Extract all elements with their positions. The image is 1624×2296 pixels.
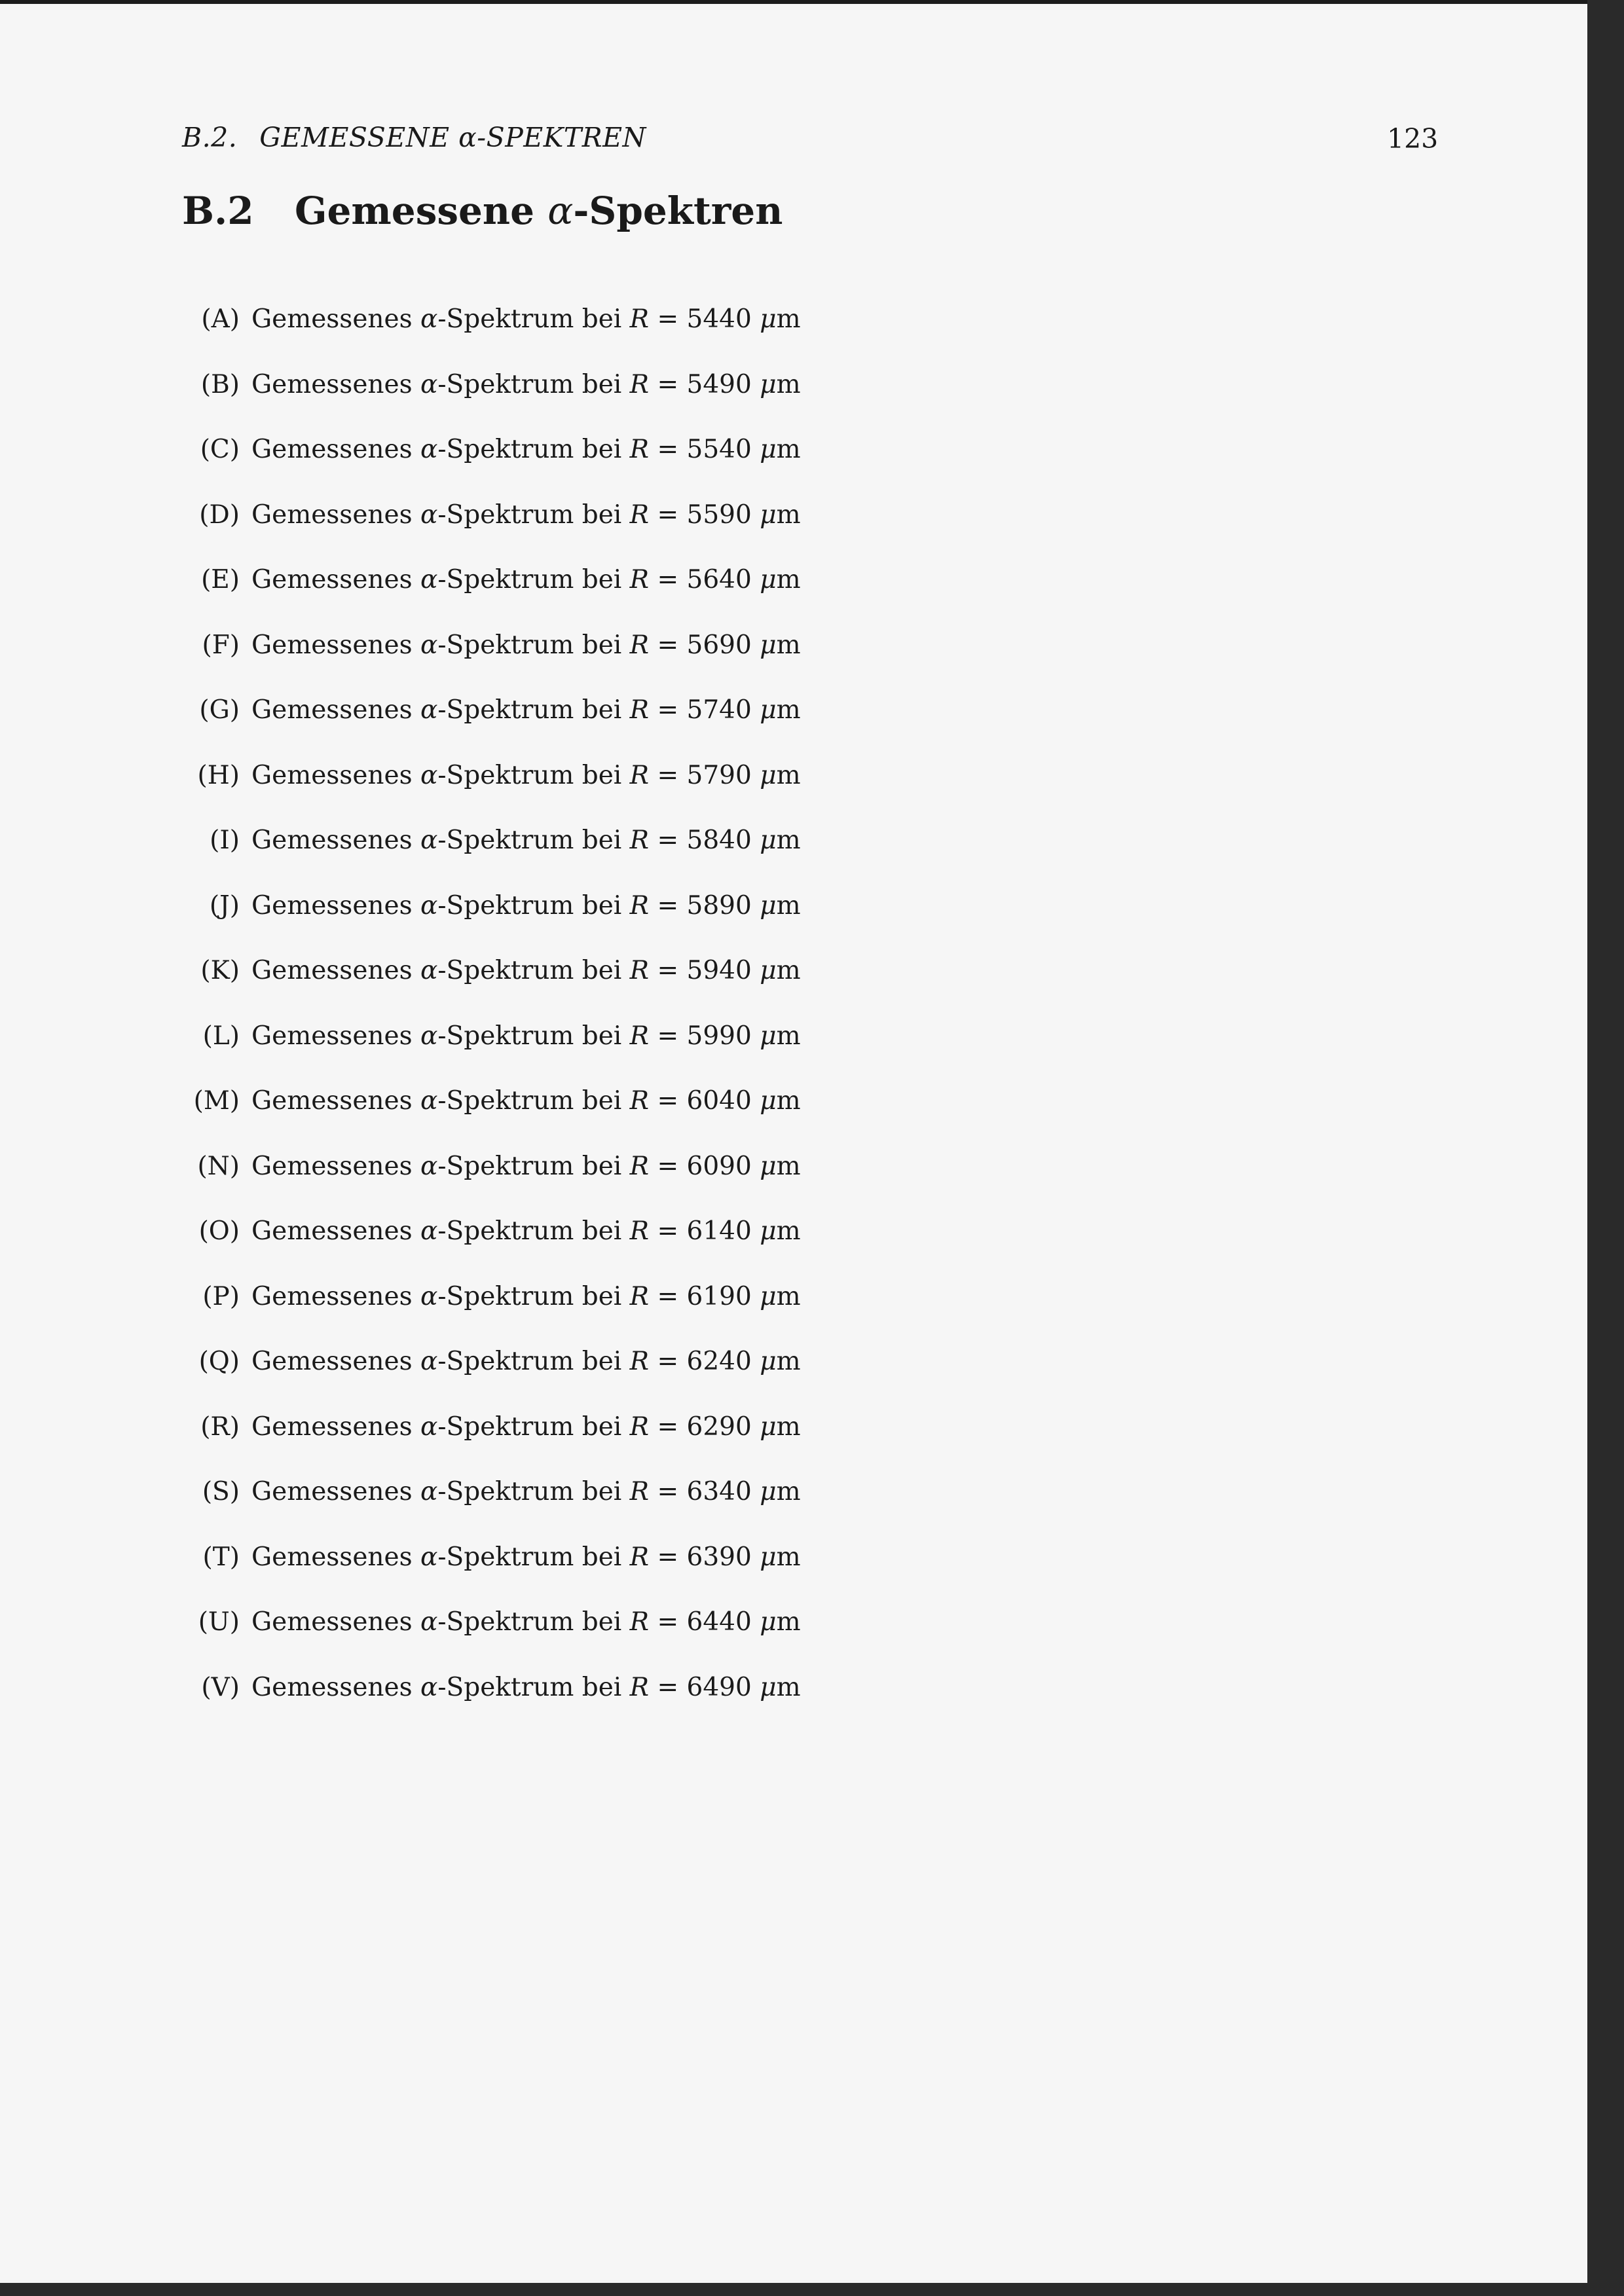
caption-word: Gemessenes (251, 370, 421, 399)
caption-unit-mu: μ (760, 1086, 777, 1116)
caption-variable: R (629, 500, 650, 530)
caption-equals: = (649, 1412, 687, 1442)
figure-list-item (177, 300, 801, 339)
caption-radius-value: 6090 (686, 1152, 752, 1181)
figure-caption (251, 1282, 801, 1311)
caption-spectrum: -Spektrum bei (437, 1282, 630, 1311)
caption-word: Gemessenes (251, 891, 421, 920)
caption-unit-mu: μ (760, 1152, 777, 1181)
caption-variable: R (629, 1477, 650, 1506)
caption-alpha: α (420, 1347, 438, 1376)
caption-word: Gemessenes (251, 1282, 421, 1311)
figure-list-item (177, 626, 801, 665)
caption-unit-mu: μ (760, 1412, 777, 1442)
caption-equals: = (649, 891, 687, 920)
figure-caption (251, 1021, 801, 1051)
caption-radius-value: 6340 (686, 1477, 752, 1506)
figure-label: (M) (193, 1086, 240, 1116)
caption-space (752, 1673, 760, 1702)
caption-radius-value: 5490 (686, 370, 752, 399)
caption-unit-mu: μ (760, 1021, 777, 1051)
caption-radius-value: 5640 (686, 565, 752, 594)
running-header-title-prefix: GEMESSENE (259, 122, 459, 153)
caption-unit-m: m (776, 370, 801, 399)
caption-unit-m: m (776, 1152, 801, 1181)
caption-unit-m: m (776, 1282, 801, 1311)
figure-list-item (177, 1472, 801, 1512)
caption-unit-m: m (776, 304, 801, 334)
figure-list-item (177, 1082, 801, 1121)
caption-alpha: α (420, 1021, 438, 1051)
caption-word: Gemessenes (251, 1673, 421, 1702)
caption-space (752, 1086, 760, 1116)
caption-unit-m: m (776, 435, 801, 464)
caption-spectrum: -Spektrum bei (437, 1021, 630, 1051)
caption-variable: R (629, 1412, 650, 1442)
caption-word: Gemessenes (251, 565, 421, 594)
caption-unit-mu: μ (760, 761, 777, 790)
caption-radius-value: 5690 (686, 630, 752, 660)
caption-radius-value: 5540 (686, 435, 752, 464)
caption-space (752, 630, 760, 660)
caption-spectrum: -Spektrum bei (437, 565, 630, 594)
caption-variable: R (629, 956, 650, 985)
section-number: B.2 (182, 189, 254, 233)
caption-variable: R (629, 891, 650, 920)
figure-label: (A) (201, 304, 240, 334)
caption-space (752, 500, 760, 530)
caption-word: Gemessenes (251, 630, 421, 660)
caption-variable: R (629, 826, 650, 855)
figure-list-item (177, 496, 801, 535)
caption-variable: R (629, 1542, 650, 1572)
caption-alpha: α (420, 565, 438, 594)
caption-variable: R (629, 1152, 650, 1181)
caption-word: Gemessenes (251, 500, 421, 530)
caption-variable: R (629, 761, 650, 790)
caption-word: Gemessenes (251, 1607, 421, 1637)
caption-variable: R (629, 1282, 650, 1311)
caption-alpha: α (420, 956, 438, 985)
caption-alpha: α (420, 1412, 438, 1442)
caption-unit-m: m (776, 1021, 801, 1051)
caption-unit-mu: μ (760, 1607, 777, 1637)
caption-word: Gemessenes (251, 435, 421, 464)
caption-radius-value: 6190 (686, 1282, 752, 1311)
section-title-alpha: α (547, 189, 574, 233)
figure-caption (251, 1086, 801, 1116)
caption-alpha: α (420, 891, 438, 920)
caption-unit-m: m (776, 1216, 801, 1246)
caption-variable: R (629, 1086, 650, 1116)
caption-alpha: α (420, 304, 438, 334)
caption-spectrum: -Spektrum bei (437, 761, 630, 790)
caption-unit-mu: μ (760, 1216, 777, 1246)
caption-radius-value: 6240 (686, 1347, 752, 1376)
caption-unit-mu: μ (760, 1282, 777, 1311)
caption-alpha: α (420, 1673, 438, 1702)
caption-radius-value: 5790 (686, 761, 752, 790)
caption-space (752, 1477, 760, 1506)
caption-unit-mu: μ (760, 1542, 777, 1572)
caption-space (752, 1282, 760, 1311)
caption-unit-mu: μ (760, 826, 777, 855)
page-number: 123 (1387, 123, 1439, 155)
caption-radius-value: 5590 (686, 500, 752, 530)
caption-alpha: α (420, 761, 438, 790)
figure-list-item (177, 1408, 801, 1447)
caption-variable: R (629, 630, 650, 660)
running-header-section-number: B.2. (182, 122, 238, 153)
caption-radius-value: 5740 (686, 695, 752, 725)
caption-unit-mu: μ (760, 370, 777, 399)
caption-radius-value: 6290 (686, 1412, 752, 1442)
figure-label: (U) (198, 1607, 240, 1637)
caption-variable: R (629, 1021, 650, 1051)
caption-equals: = (649, 1477, 687, 1506)
caption-equals: = (649, 630, 687, 660)
figure-list-item (177, 1212, 801, 1251)
caption-space (752, 1021, 760, 1051)
caption-alpha: α (420, 370, 438, 399)
caption-unit-m: m (776, 1542, 801, 1572)
caption-equals: = (649, 1086, 687, 1116)
section-title-prefix: Gemessene (295, 189, 548, 233)
caption-radius-value: 5440 (686, 304, 752, 334)
figure-caption (251, 1542, 801, 1572)
caption-spectrum: -Spektrum bei (437, 1152, 630, 1181)
figure-list-item (177, 1017, 801, 1056)
caption-unit-mu: μ (760, 304, 777, 334)
caption-radius-value: 5890 (686, 891, 752, 920)
caption-spectrum: -Spektrum bei (437, 1607, 630, 1637)
caption-word: Gemessenes (251, 1152, 421, 1181)
caption-spectrum: -Spektrum bei (437, 1542, 630, 1572)
figure-caption (251, 891, 801, 920)
caption-space (752, 1607, 760, 1637)
caption-variable: R (629, 1216, 650, 1246)
caption-equals: = (649, 956, 687, 985)
caption-word: Gemessenes (251, 956, 421, 985)
section-title-suffix: -Spektren (573, 189, 783, 233)
figure-label: (S) (202, 1477, 240, 1506)
caption-unit-m: m (776, 695, 801, 725)
figure-label: (G) (199, 695, 240, 725)
caption-spectrum: -Spektrum bei (437, 826, 630, 855)
caption-alpha: α (420, 1086, 438, 1116)
figure-label: (L) (202, 1021, 240, 1051)
caption-radius-value: 6440 (686, 1607, 752, 1637)
caption-word: Gemessenes (251, 1347, 421, 1376)
caption-equals: = (649, 826, 687, 855)
caption-space (752, 1152, 760, 1181)
figure-list-item (177, 886, 801, 926)
caption-equals: = (649, 761, 687, 790)
caption-unit-m: m (776, 761, 801, 790)
caption-spectrum: -Spektrum bei (437, 500, 630, 530)
figure-list-item (177, 691, 801, 730)
caption-unit-m: m (776, 1607, 801, 1637)
caption-radius-value: 5840 (686, 826, 752, 855)
caption-unit-m: m (776, 826, 801, 855)
caption-unit-mu: μ (760, 956, 777, 985)
caption-spectrum: -Spektrum bei (437, 435, 630, 464)
figure-label: (O) (198, 1216, 240, 1246)
caption-word: Gemessenes (251, 1412, 421, 1442)
caption-equals: = (649, 500, 687, 530)
caption-spectrum: -Spektrum bei (437, 891, 630, 920)
caption-space (752, 1542, 760, 1572)
caption-unit-mu: μ (760, 500, 777, 530)
caption-alpha: α (420, 500, 438, 530)
caption-space (752, 695, 760, 725)
caption-unit-mu: μ (760, 1477, 777, 1506)
figure-list-item (177, 1668, 801, 1707)
figure-label: (H) (197, 761, 240, 790)
figure-caption (251, 1216, 801, 1246)
figure-caption (251, 435, 801, 464)
caption-space (752, 956, 760, 985)
caption-equals: = (649, 1542, 687, 1572)
caption-alpha: α (420, 630, 438, 660)
caption-equals: = (649, 1152, 687, 1181)
figure-label: (C) (200, 435, 240, 464)
caption-variable: R (629, 304, 650, 334)
caption-space (752, 761, 760, 790)
caption-spectrum: -Spektrum bei (437, 1412, 630, 1442)
caption-space (752, 1412, 760, 1442)
figure-label: (J) (209, 891, 240, 920)
caption-equals: = (649, 435, 687, 464)
figure-list (0, 0, 917, 1768)
caption-word: Gemessenes (251, 1086, 421, 1116)
caption-variable: R (629, 1607, 650, 1637)
caption-word: Gemessenes (251, 1477, 421, 1506)
caption-word: Gemessenes (251, 695, 421, 725)
caption-unit-m: m (776, 500, 801, 530)
caption-variable: R (629, 1673, 650, 1702)
caption-variable: R (629, 565, 650, 594)
caption-unit-mu: μ (760, 1673, 777, 1702)
figure-caption (251, 1347, 801, 1376)
caption-spectrum: -Spektrum bei (437, 304, 630, 334)
caption-word: Gemessenes (251, 1021, 421, 1051)
caption-equals: = (649, 695, 687, 725)
caption-equals: = (649, 370, 687, 399)
caption-alpha: α (420, 826, 438, 855)
figure-label: (E) (201, 565, 240, 594)
caption-word: Gemessenes (251, 761, 421, 790)
caption-alpha: α (420, 1477, 438, 1506)
figure-list-item (177, 1603, 801, 1642)
caption-equals: = (649, 304, 687, 334)
caption-radius-value: 5940 (686, 956, 752, 985)
caption-variable: R (629, 695, 650, 725)
caption-unit-m: m (776, 630, 801, 660)
caption-radius-value: 6140 (686, 1216, 752, 1246)
caption-spectrum: -Spektrum bei (437, 630, 630, 660)
caption-unit-mu: μ (760, 565, 777, 594)
caption-space (752, 370, 760, 399)
caption-equals: = (649, 1021, 687, 1051)
figure-caption (251, 1412, 801, 1442)
figure-label: (N) (197, 1152, 240, 1181)
figure-label: (Q) (198, 1347, 240, 1376)
caption-alpha: α (420, 1152, 438, 1181)
caption-word: Gemessenes (251, 826, 421, 855)
caption-space (752, 826, 760, 855)
figure-caption (251, 1152, 801, 1181)
caption-unit-m: m (776, 891, 801, 920)
caption-radius-value: 6490 (686, 1673, 752, 1702)
running-header-alpha: α (458, 122, 477, 153)
caption-unit-mu: μ (760, 891, 777, 920)
caption-spectrum: -Spektrum bei (437, 370, 630, 399)
caption-unit-mu: μ (760, 435, 777, 464)
figure-caption (251, 695, 801, 725)
caption-equals: = (649, 1282, 687, 1311)
caption-unit-mu: μ (760, 1347, 777, 1376)
caption-unit-m: m (776, 1477, 801, 1506)
caption-spectrum: -Spektrum bei (437, 1347, 630, 1376)
figure-list-item (177, 1342, 801, 1381)
caption-unit-mu: μ (760, 630, 777, 660)
caption-radius-value: 6040 (686, 1086, 752, 1116)
caption-word: Gemessenes (251, 1542, 421, 1572)
figure-label: (T) (202, 1542, 240, 1572)
caption-alpha: α (420, 1607, 438, 1637)
caption-spectrum: -Spektrum bei (437, 956, 630, 985)
caption-space (752, 565, 760, 594)
caption-radius-value: 6390 (686, 1542, 752, 1572)
figure-label: (I) (210, 826, 240, 855)
caption-unit-m: m (776, 1412, 801, 1442)
caption-equals: = (649, 1673, 687, 1702)
caption-unit-mu: μ (760, 695, 777, 725)
caption-space (752, 1347, 760, 1376)
figure-list-item (177, 1147, 801, 1186)
caption-space (752, 1216, 760, 1246)
caption-equals: = (649, 1607, 687, 1637)
figure-label: (V) (201, 1673, 240, 1702)
caption-unit-m: m (776, 1347, 801, 1376)
figure-list-item (177, 1277, 801, 1317)
figure-label: (D) (199, 500, 240, 530)
caption-word: Gemessenes (251, 304, 421, 334)
figure-caption (251, 956, 801, 985)
figure-label: (B) (200, 370, 240, 399)
figure-caption (251, 500, 801, 530)
caption-alpha: α (420, 1542, 438, 1572)
figure-caption (251, 761, 801, 790)
figure-caption (251, 304, 801, 334)
figure-caption (251, 1477, 801, 1506)
caption-unit-m: m (776, 565, 801, 594)
figure-caption (251, 370, 801, 399)
figure-label: (P) (202, 1282, 240, 1311)
figure-list-item (177, 365, 801, 405)
caption-spectrum: -Spektrum bei (437, 1477, 630, 1506)
caption-variable: R (629, 370, 650, 399)
figure-caption (251, 630, 801, 660)
figure-list-item (177, 821, 801, 860)
running-header-title-suffix: -SPEKTREN (477, 122, 646, 153)
caption-spectrum: -Spektrum bei (437, 1086, 630, 1116)
figure-list-item (177, 430, 801, 469)
figure-label: (F) (202, 630, 240, 660)
figure-list-item (177, 560, 801, 600)
caption-variable: R (629, 1347, 650, 1376)
caption-alpha: α (420, 695, 438, 725)
figure-list-item (177, 951, 801, 991)
caption-unit-m: m (776, 956, 801, 985)
caption-unit-m: m (776, 1673, 801, 1702)
caption-alpha: α (420, 435, 438, 464)
figure-list-item (177, 756, 801, 795)
figure-caption (251, 565, 801, 594)
figure-caption (251, 1607, 801, 1637)
caption-equals: = (649, 1347, 687, 1376)
caption-alpha: α (420, 1216, 438, 1246)
caption-space (752, 891, 760, 920)
caption-equals: = (649, 565, 687, 594)
caption-space (752, 304, 760, 334)
figure-label: (K) (200, 956, 240, 985)
caption-alpha: α (420, 1282, 438, 1311)
caption-word: Gemessenes (251, 1216, 421, 1246)
caption-variable: R (629, 435, 650, 464)
caption-spectrum: -Spektrum bei (437, 695, 630, 725)
caption-spectrum: -Spektrum bei (437, 1216, 630, 1246)
figure-caption (251, 1673, 801, 1702)
caption-space (752, 435, 760, 464)
figure-list-item (177, 1538, 801, 1577)
caption-spectrum: -Spektrum bei (437, 1673, 630, 1702)
figure-label: (R) (200, 1412, 240, 1442)
caption-radius-value: 5990 (686, 1021, 752, 1051)
figure-caption (251, 826, 801, 855)
caption-unit-m: m (776, 1086, 801, 1116)
caption-equals: = (649, 1216, 687, 1246)
